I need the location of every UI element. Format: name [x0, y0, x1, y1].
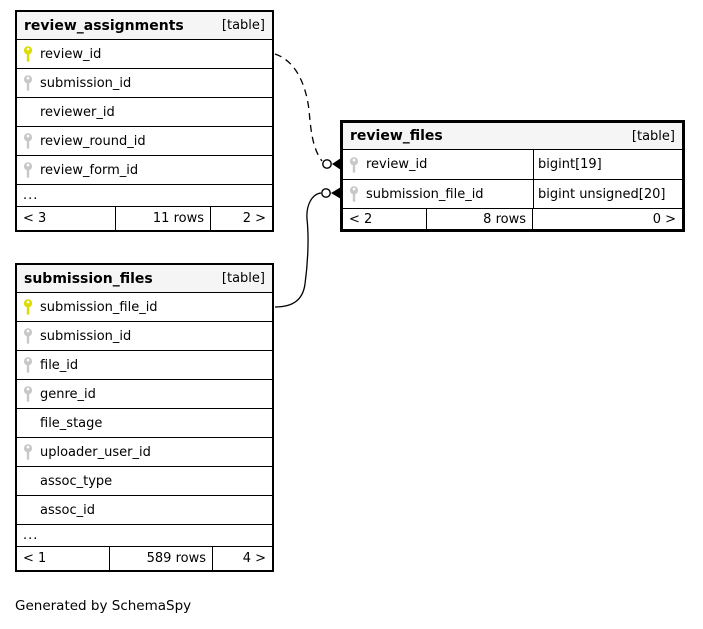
- column-row: [343, 149, 682, 179]
- column-name-cell: [343, 150, 533, 179]
- index-key-icon: [349, 157, 359, 173]
- index-key-icon: [23, 386, 33, 402]
- column-name: review_id: [40, 46, 102, 62]
- column-row: [17, 126, 272, 155]
- relationship-line-review-id: [275, 54, 322, 161]
- column-row: [17, 466, 272, 495]
- column-name: submission_id: [40, 328, 132, 344]
- column-name: uploader_user_id: [40, 444, 151, 460]
- generator-credit: Generated by SchemaSpy: [15, 598, 192, 614]
- column-name: submission_file_id: [366, 186, 484, 202]
- table-type-tag: [table]: [221, 18, 265, 33]
- index-key-icon: [349, 186, 359, 202]
- index-key-icon: [23, 444, 33, 460]
- relationship-line-submission-file-id: [275, 193, 321, 307]
- zero-or-more-circle-review-id: [323, 160, 331, 168]
- related-tables-left: < 2: [349, 211, 373, 227]
- column-row: [17, 495, 272, 524]
- column-name-cell: [343, 180, 533, 208]
- primary-key-icon: [23, 46, 33, 62]
- related-tables-right: 4 >: [212, 547, 272, 570]
- column-row: [17, 68, 272, 97]
- truncated-columns-indicator: ...: [17, 524, 272, 546]
- table-review-assignments[interactable]: [15, 10, 274, 232]
- row-count: 11 rows: [115, 207, 210, 230]
- index-key-icon: [23, 133, 33, 149]
- column-row: [17, 321, 272, 350]
- related-tables-right: 0 >: [532, 209, 682, 229]
- index-key-icon: [23, 328, 33, 344]
- zero-or-more-circle-submission-file-id: [322, 189, 330, 197]
- index-key-icon: [23, 357, 33, 373]
- column-name: assoc_id: [40, 502, 95, 518]
- index-key-icon: [23, 75, 33, 91]
- table-footer: [343, 208, 682, 229]
- column-row: [17, 408, 272, 437]
- table-name[interactable]: review_files: [350, 128, 443, 144]
- column-name: file_id: [40, 357, 79, 373]
- column-row: [17, 155, 272, 184]
- column-name: file_stage: [40, 415, 103, 431]
- column-name: review_form_id: [40, 162, 139, 178]
- column-name: assoc_type: [40, 473, 113, 489]
- table-type-tag: [table]: [221, 271, 265, 286]
- table-type-tag: [table]: [631, 128, 675, 144]
- column-name: review_id: [366, 157, 428, 172]
- column-type: bigint[19]: [533, 150, 682, 179]
- table-header-submission-files[interactable]: [17, 265, 272, 292]
- column-name: submission_id: [40, 75, 132, 91]
- column-row: [17, 379, 272, 408]
- column-name: submission_file_id: [40, 299, 158, 315]
- column-type: bigint unsigned[20]: [533, 180, 682, 208]
- related-tables-left: < 1: [23, 551, 47, 566]
- column-row: [343, 179, 682, 208]
- column-row: [17, 39, 272, 68]
- table-header-review-assignments[interactable]: [17, 12, 272, 39]
- table-footer: [17, 206, 272, 230]
- column-row: [17, 97, 272, 126]
- column-name: reviewer_id: [40, 104, 115, 120]
- primary-key-icon: [23, 299, 33, 315]
- table-name[interactable]: submission_files: [24, 270, 153, 287]
- row-count: 8 rows: [426, 209, 532, 229]
- column-name: review_round_id: [40, 133, 146, 149]
- table-name[interactable]: review_assignments: [24, 17, 184, 34]
- column-name: genre_id: [40, 386, 96, 402]
- table-header-review-files[interactable]: [343, 123, 682, 149]
- related-tables-left: < 3: [23, 211, 47, 226]
- table-footer: [17, 546, 272, 570]
- index-key-icon: [23, 162, 33, 178]
- column-row: [17, 292, 272, 321]
- table-submission-files[interactable]: [15, 263, 274, 572]
- column-row: [17, 350, 272, 379]
- column-row: [17, 437, 272, 466]
- row-count: 589 rows: [109, 547, 212, 570]
- table-review-files[interactable]: [340, 120, 685, 232]
- related-tables-right: 2 >: [210, 207, 272, 230]
- truncated-columns-indicator: ...: [17, 184, 272, 206]
